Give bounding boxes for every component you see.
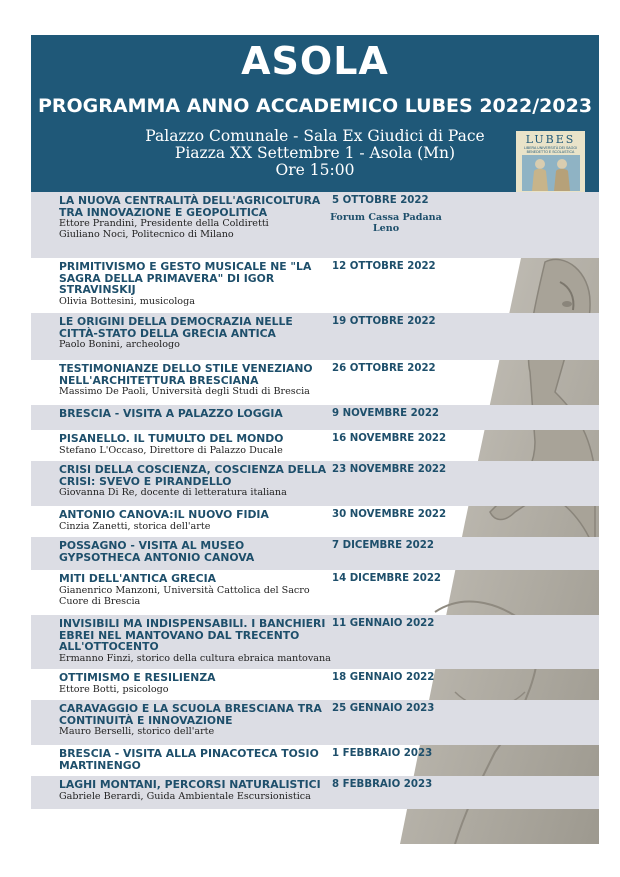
logo-subtitle: LIBERA UNIVERSITÀ DEI SAGGI BENEDETTO E SCOLASTICA	[523, 146, 578, 154]
event-speaker: Giuliano Noci, Politecnico di Milano	[59, 229, 234, 241]
event-date: 30 NOVEMBRE 2022	[332, 509, 447, 520]
event-speaker: Giovanna Di Re, docente di letteratura italiana	[59, 487, 287, 499]
program-title: PROGRAMMA ANNO ACCADEMICO LUBES 2022/2023	[37, 95, 593, 117]
program-row	[31, 537, 599, 570]
event-date: 25 GENNAIO 2023	[332, 703, 435, 714]
event-date: 14 DICEMBRE 2022	[332, 573, 442, 584]
event-title: PRIMITIVISMO E GESTO MUSICALE NE "LA SAGRA DELLA PRIMAVERA" DI IGOR STRAVINSKIJ	[59, 260, 312, 297]
program-list	[31, 192, 599, 809]
event-venue	[316, 212, 456, 235]
event-date: 1 FEBBRAIO 2023	[332, 748, 433, 759]
event-title: TESTIMONIANZE DELLO STILE VENEZIANO NELL'ARCHITETTURA BRESCIANA	[59, 362, 313, 387]
event-date: 26 OTTOBRE 2022	[332, 363, 436, 374]
event-date: 11 GENNAIO 2022	[332, 618, 435, 629]
event-date: 8 FEBBRAIO 2023	[332, 779, 433, 790]
event-speaker: Paolo Bonini, archeologo	[59, 339, 180, 351]
event-speaker: Ermanno Finzi, storico della cultura ebraica mantovana	[59, 652, 331, 664]
event-speaker: Cuore di Brescia	[59, 595, 141, 607]
event-title: PISANELLO. IL TUMULTO DEL MONDO	[59, 432, 284, 445]
event-speaker: Gianenrico Manzoni, Università Cattolica del Sacro	[59, 584, 310, 596]
program-row	[31, 506, 599, 537]
event-speaker: Cinzia Zanetti, storica dell'arte	[59, 520, 211, 532]
event-title: OTTIMISMO E RESILIENZA	[59, 671, 216, 684]
event-title: ANTONIO CANOVA:IL NUOVO FIDIA	[59, 508, 269, 521]
event-title: BRESCIA - VISITA ALLA PINACOTECA TOSIO MARTINENGO	[59, 747, 319, 772]
event-title: LAGHI MONTANI, PERCORSI NATURALISTICI	[59, 778, 321, 791]
event-title: INVISIBILI MA INDISPENSABILI. I BANCHIERI EBREI NEL MANTOVANO DAL TRECENTO ALL'OTTOCENTO	[59, 617, 326, 654]
event-speaker: Stefano L'Occaso, Direttore di Palazzo Ducale	[59, 444, 283, 456]
program-row	[31, 461, 599, 506]
program-row	[31, 776, 599, 809]
event-venue-line: Forum Cassa Padana	[330, 212, 442, 223]
event-speaker: Gabriele Berardi, Guida Ambientale Escursionistica	[59, 790, 311, 802]
event-speaker: Olivia Bottesini, musicologa	[59, 295, 195, 307]
lubes-logo	[514, 129, 587, 199]
program-row	[31, 570, 599, 615]
event-date: 19 OTTOBRE 2022	[332, 316, 436, 327]
event-title: POSSAGNO - VISITA AL MUSEO GYPSOTHECA ANTONIO CANOVA	[59, 539, 255, 564]
logo-text: LUBES	[525, 133, 576, 146]
event-date: 16 NOVEMBRE 2022	[332, 433, 447, 444]
event-title: CRISI DELLA COSCIENZA, COSCIENZA DELLA CRISI: SVEVO E PIRANDELLO	[59, 463, 327, 488]
event-date: 12 OTTOBRE 2022	[332, 261, 436, 272]
event-speaker: Ettore Botti, psicologo	[59, 683, 169, 695]
program-row	[31, 258, 599, 313]
logo-figures-icon	[522, 155, 580, 191]
event-title: MITI DELL'ANTICA GRECIA	[59, 572, 216, 585]
time-line: Ore 15:00	[275, 161, 355, 179]
event-title: BRESCIA - VISITA A PALAZZO LOGGIA	[59, 407, 283, 420]
program-row	[31, 192, 599, 258]
event-date: 18 GENNAIO 2022	[332, 672, 435, 683]
program-row	[31, 405, 599, 430]
event-title: LA NUOVA CENTRALITÀ DELL'AGRICOLTURA TRA INNOVAZIONE E GEOPOLITICA	[59, 194, 321, 219]
program-row	[31, 313, 599, 360]
program-row	[31, 615, 599, 669]
event-speaker: Mauro Berselli, storico dell'arte	[59, 726, 215, 738]
program-row	[31, 745, 599, 776]
program-row	[31, 360, 599, 405]
event-speaker: Massimo De Paoli, Università degli Studi di Brescia	[59, 386, 310, 398]
program-row	[31, 700, 599, 745]
address-line: Piazza XX Settembre 1 - Asola (Mn)	[174, 144, 456, 162]
event-date: 7 DICEMBRE 2022	[332, 540, 434, 551]
event-date: 23 NOVEMBRE 2022	[332, 464, 447, 475]
venue-line: Palazzo Comunale - Sala Ex Giudici di Pace	[145, 127, 485, 145]
event-speaker: Ettore Prandini, Presidente della Coldiretti	[59, 218, 269, 230]
city-title: ASOLA	[241, 39, 389, 83]
event-venue-line: Leno	[372, 223, 400, 235]
event-date: 9 NOVEMBRE 2022	[332, 408, 439, 419]
event-date: 5 OTTOBRE 2022	[332, 195, 429, 206]
program-row	[31, 669, 599, 700]
event-title: CARAVAGGIO E LA SCUOLA BRESCIANA TRA CONTINUITÀ E INNOVAZIONE	[59, 702, 322, 727]
program-row	[31, 430, 599, 461]
event-title: LE ORIGINI DELLA DEMOCRAZIA NELLE CITTÀ-STATO DELLA GRECIA ANTICA	[59, 315, 293, 340]
